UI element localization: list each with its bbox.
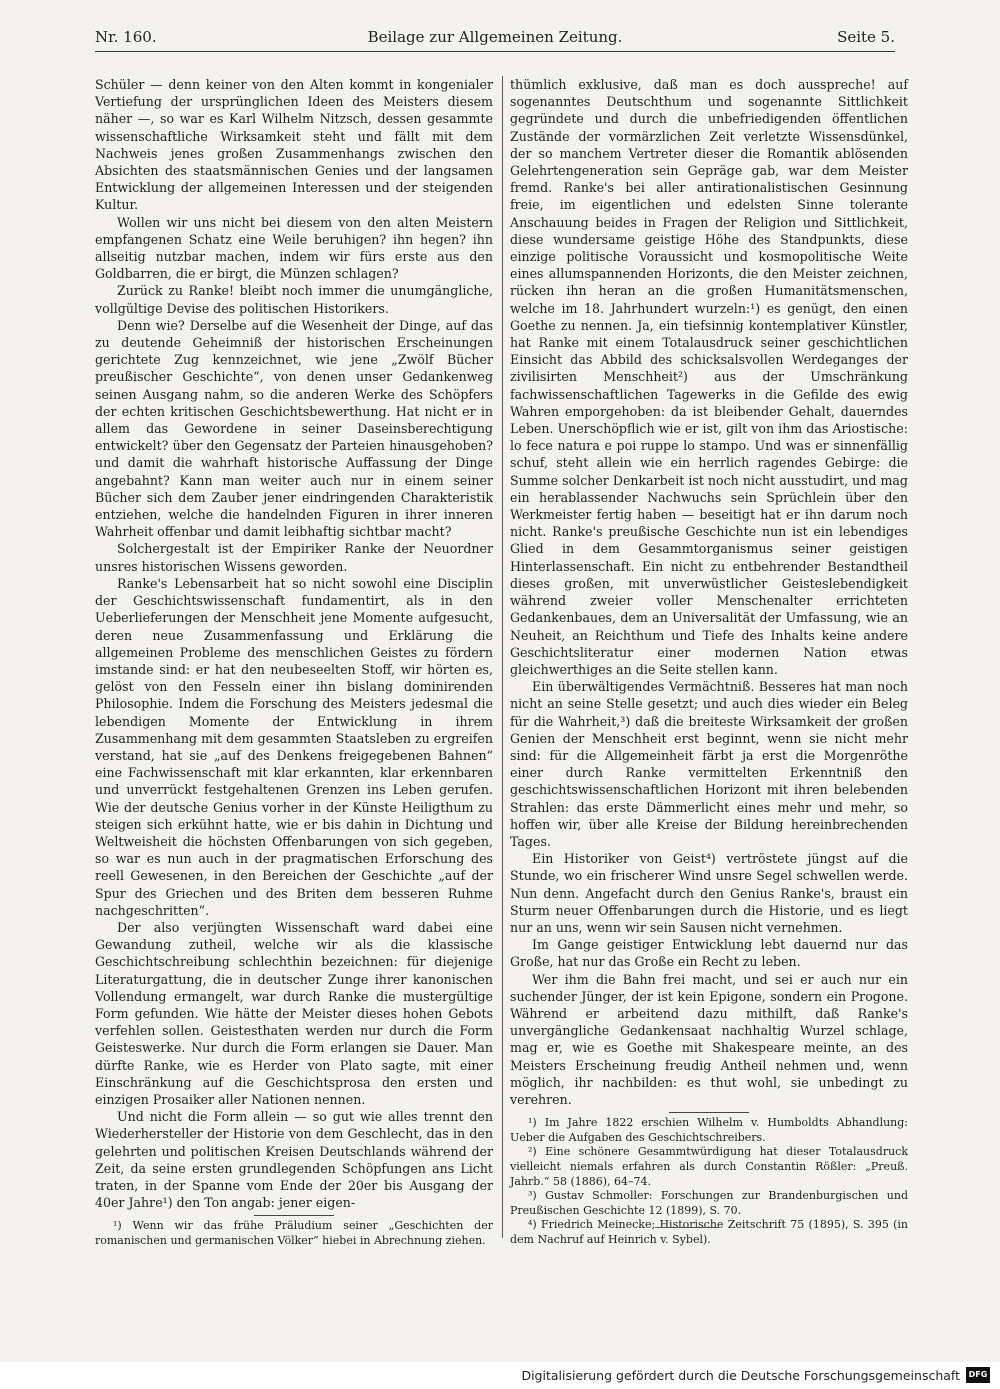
paragraph: Der also verjüngten Wissenschaft ward dabei eine Gewandung zutheil, welche wir als die klassische Geschichtschreibung schlechthin bezeichnen: für diejenige Literaturgattung, die in deutscher Zunge ihrer kanonischen Vollendung ermangelt, war durch Ranke die mustergültige Form gefunden. Wie hätte der Meister dieses hohen Gebots verfehlen sollen. Geistesthaten werden nur durch die Form Geisteswerke. Nur durch die Form erlangen sie Dauer. Man dürfte Ranke, wie es Herder von Plato sagte, mit einer Einschränkung auf die Geschichtsprosa den ersten und einzigen Prosaiker aller Nationen nennen. [95, 919, 493, 1107]
dfg-logo: DFG [966, 1367, 990, 1383]
paragraph: Zurück zu Ranke! bleibt noch immer die unumgängliche, vollgültige Devise des politischen Historikers. [95, 283, 493, 316]
paragraph: Und nicht die Form allein — so gut wie alles trennt den Wiederhersteller der Historie von dem Geschlecht, das in den gelehrten und politischen Kreisen Deutschlands während der Zeit, da seine ersten grundlegenden Schöpfungen ans Licht traten, in der Spanne vom Ende der 20er bis Ausgang der 40er Jahre¹) den Ton angab: jener eigen- [95, 1109, 493, 1211]
header-rule [95, 51, 895, 52]
paragraph: Ein Historiker von Geist⁴) vertröstete jüngst auf die Stunde, wo ein frischerer Wind unsre Segel schwellen werde. Nun denn. Angefacht durch den Genius Ranke's, braust ein Sturm neuer Offenbarungen durch die Historie, und es liegt nur an uns, wenn wir sein Sausen nicht vernehmen. [510, 851, 908, 935]
footnote-separator [669, 1112, 749, 1113]
paragraph: Ein überwältigendes Vermächtniß. Besseres hat man noch nicht an seine Stelle gesetzt; und auch dies wieder ein Beleg für die Wahrheit,³) daß die breiteste Wirksamkeit der großen Genien der Menschheit erst beginnt, wenn sie nicht mehr sind: für die Allgemeinheit färbt ja erst die Morgenröthe einer durch Ranke vermittelten Erkenntniß den geschichtswissenschaftlichen Horizont mit ihren belebenden Strahlen: das erste Dämmerlicht eines mehr und mehr, so hoffen wir, über alle Kreise der Bildung hereinbrechenden Tages. [510, 679, 908, 849]
issue-number: Nr. 160. [95, 28, 157, 46]
footnote-separator [254, 1215, 334, 1216]
paragraph: Denn wie? Derselbe auf die Wesenheit der Dinge, auf das zu deutende Geheimniß der historischen Erscheinungen gerichtete Zug kennzeichnet, wie jene „Zwölf Bücher preußischer Geschichte“, von denen unser Gedankenweg seinen Ausgang nahm, so die anderen Werke des Schöpfers der echten kritischen Geschichtsbewerthung. Hat nicht er in allem das Gewordene in seiner Daseinsberechtigung entwickelt? über den Gegensatz der Parteien hinausgehoben? und damit die wahrhaft historische Auffassung der Dinge angebahnt? Kann man weiter auch nur in einem seiner Bücher sich dem Zauber jener eindringenden Charakteristik entziehen, welche die handelnden Figuren in ihrer inneren Wahrheit offenbar und damit leibhaftig sichtbar macht? [95, 317, 493, 540]
footnote: ¹) Wenn wir das frühe Präludium seiner „Geschichten der romanischen und germanischen Völker“ hiebei in Abrechnung ziehen. [95, 1219, 493, 1247]
digitization-footer [0, 1362, 1000, 1389]
footnote: ²) Eine schönere Gesammtwürdigung hat dieser Totalausdruck vielleicht niemals erfahren als durch Constantin Rößler: „Preuß. Jahrb.“ 58 (1886), 64–74. [510, 1145, 908, 1188]
column-divider [502, 76, 503, 1238]
footnote: ³) Gustav Schmoller: Forschungen zur Brandenburgischen und Preußischen Geschichte 12 (1899), S. 70. [510, 1189, 908, 1217]
paragraph: thümlich exklusive, daß man es doch ausspreche! auf sogenanntes Deutschthum und sogenannte Sittlichkeit gegründete und durch die unbefriedigenden öffentlichen Zustände der vormärzlichen Zeit verletzte Wissensdünkel, der so manchem Vertreter dieser die Romantik ablösenden Gelehrtengeneration sein Gepräge gab, war dem Meister fremd. Ranke's bei aller antirationalistischen Gesinnung freie, im eigentlichen und edelsten Sinne tolerante Anschauung beides in Fragen der Religion und Sittlichkeit, diese wundersame geistige Höhe des Standpunkts, diese einzige politische Voraussicht und kosmopolitische Weite eines allumspannenden Horizonts, die den Meister zeichnen, rücken ihn heran an die großen Humanitätsmenschen, welche im 18. Jahrhundert wurzeln:¹) es genügt, den einen Goethe zu nennen. Ja, ein tiefsinnig kontemplativer Künstler, hat Ranke mit einem Totalausdruck seiner geschichtlichen Einsicht das Abbild des schicksalsvollen Werdeganges der zivilisirten Menschheit²) aus der Umschränkung fachwissenschaftlichen Tagewerks in die Gefilde des ewig Wahren emporgehoben: da ist bleibender Gehalt, dauerndes Leben. Unerschöpflich wie er ist, gilt von ihm das Ariostische: lo fece natura e poi ruppe lo stampo. Und was er sinnenfällig schuf, steht allein wie ein herrlich ragendes Gebirge: die Summe solcher Denkarbeit ist noch nicht ausstudirt, und mag ein herablassender Nachwuchs sein Sprüchlein über den Werkmeister fertig haben — beseitigt hat er ihn darum noch nicht. Ranke's preußische Geschichte nun ist ein lebendiges Glied in dem Gesammtorganismus seiner geistigen Hinterlassenschaft. Ein nicht zu entbehrender Bestandtheil dieses großen, mit unverwüstlicher Geisteslebendigkeit während zweier voller Menschenalter errichteten Gedankenbaues, dem an Universalität der Umfassung, wie an Neuheit, an Reichthum und Tiefe des Inhalts keine andere Geschichtsliteratur einer modernen Nation etwas gleichwerthiges an die Seite stellen kann. [510, 77, 908, 677]
page-number: Seite 5. [837, 28, 895, 46]
paragraph: Solchergestalt ist der Empiriker Ranke der Neuordner unsres historischen Wissens geworden. [95, 541, 493, 574]
paragraph: Ranke's Lebensarbeit hat so nicht sowohl eine Disciplin der Geschichtswissenschaft fundamentirt, als in den Ueberlieferungen der Menschheit jene Momente aufgesucht, deren neue Zusammenfassung und Erklärung die allgemeinen Probleme des menschlichen Geistes zu fördern imstande sind: er hat den neubeseelten Stoff, wir hörten es, gelöst von den Fesseln einer ihn bislang dominirenden Philosophie. Indem die Forschung des Meisters jedesmal die lebendigen Momente der Entwicklung in ihrem Zusammenhang mit dem gesammten Staatsleben zu ergreifen verstand, hat sie „auf des Denkens freigegebenen Bahnen“ eine Fachwissenschaft mit klar erkannten, klar erkennbaren und unverrückt festgehaltenen Grenzen ins Leben gerufen. Wie der deutsche Genius vorher in der Künste Heiligthum zu steigen sich erkühnt hatte, wie er bis dahin in Dichtung und Weltweisheit die höchsten Offenbarungen von sich gegeben, so war es nun auch in der pragmatischen Erforschung des reell Gewesenen, in den Bereichen der Geschichte „auf der Spur des Griechen und des Briten dem besseren Ruhme nachgeschritten“. [95, 575, 493, 918]
footnote: ⁴) Friedrich Meinecke; Historische Zeitschrift 75 (1895), S. 395 (in dem Nachruf auf Heinrich v. Sybel). [510, 1218, 908, 1246]
left-column [95, 76, 493, 1249]
paragraph: Wer ihm die Bahn frei macht, und sei er auch nur ein suchender Jünger, der ist kein Epigone, sondern ein Progone. Während er arbeitend dazu mithilft, daß Ranke's unvergängliche Gedankensaat nachhaltig Wurzel schlage, mag er, wie es Goethe mit Shakespeare meinte, an des Meisters Erscheinung freudig Antheil nehmen und, wenn möglich, ihr nachbilden: es thut wohl, sie unbedingt zu verehren. [510, 971, 908, 1107]
paragraph: Im Gange geistiger Entwicklung lebt dauernd nur das Große, hat nur das Große ein Recht zu leben. [510, 937, 908, 970]
footnote-block [95, 1219, 493, 1248]
paragraph: Schüler — denn keiner von den Alten kommt in kongenialer Vertiefung der ursprünglichen Ideen des Meisters diesem näher —, so war es Karl Wilhelm Nitzsch, dessen gesammte wissenschaftliche Wirksamkeit steht und fällt mit dem Nachweis jenes großen Zusammenhangs zwischen den Absichten des staatsmännischen Genies und der langsamen Entwicklung der allgemeinen Interessen und der steigenden Kultur. [95, 77, 493, 213]
right-column [510, 76, 908, 1248]
end-rule [655, 1227, 719, 1228]
supplement-title: Beilage zur Allgemeinen Zeitung. [367, 28, 623, 46]
funding-credit: Digitalisierung gefördert durch die Deutsche Forschungsgemeinschaft [521, 1368, 960, 1383]
footnote: ¹) Im Jahre 1822 erschien Wilhelm v. Humboldts Abhandlung: Ueber die Aufgaben des Geschichtschreibers. [510, 1116, 908, 1144]
paragraph: Wollen wir uns nicht bei diesem von den alten Meistern empfangenen Schatz eine Weile beruhigen? ihn hegen? ihn allseitig nutzbar machen, indem wir fürs erste aus den Goldbarren, die er birgt, die Münzen schlagen? [95, 214, 493, 282]
